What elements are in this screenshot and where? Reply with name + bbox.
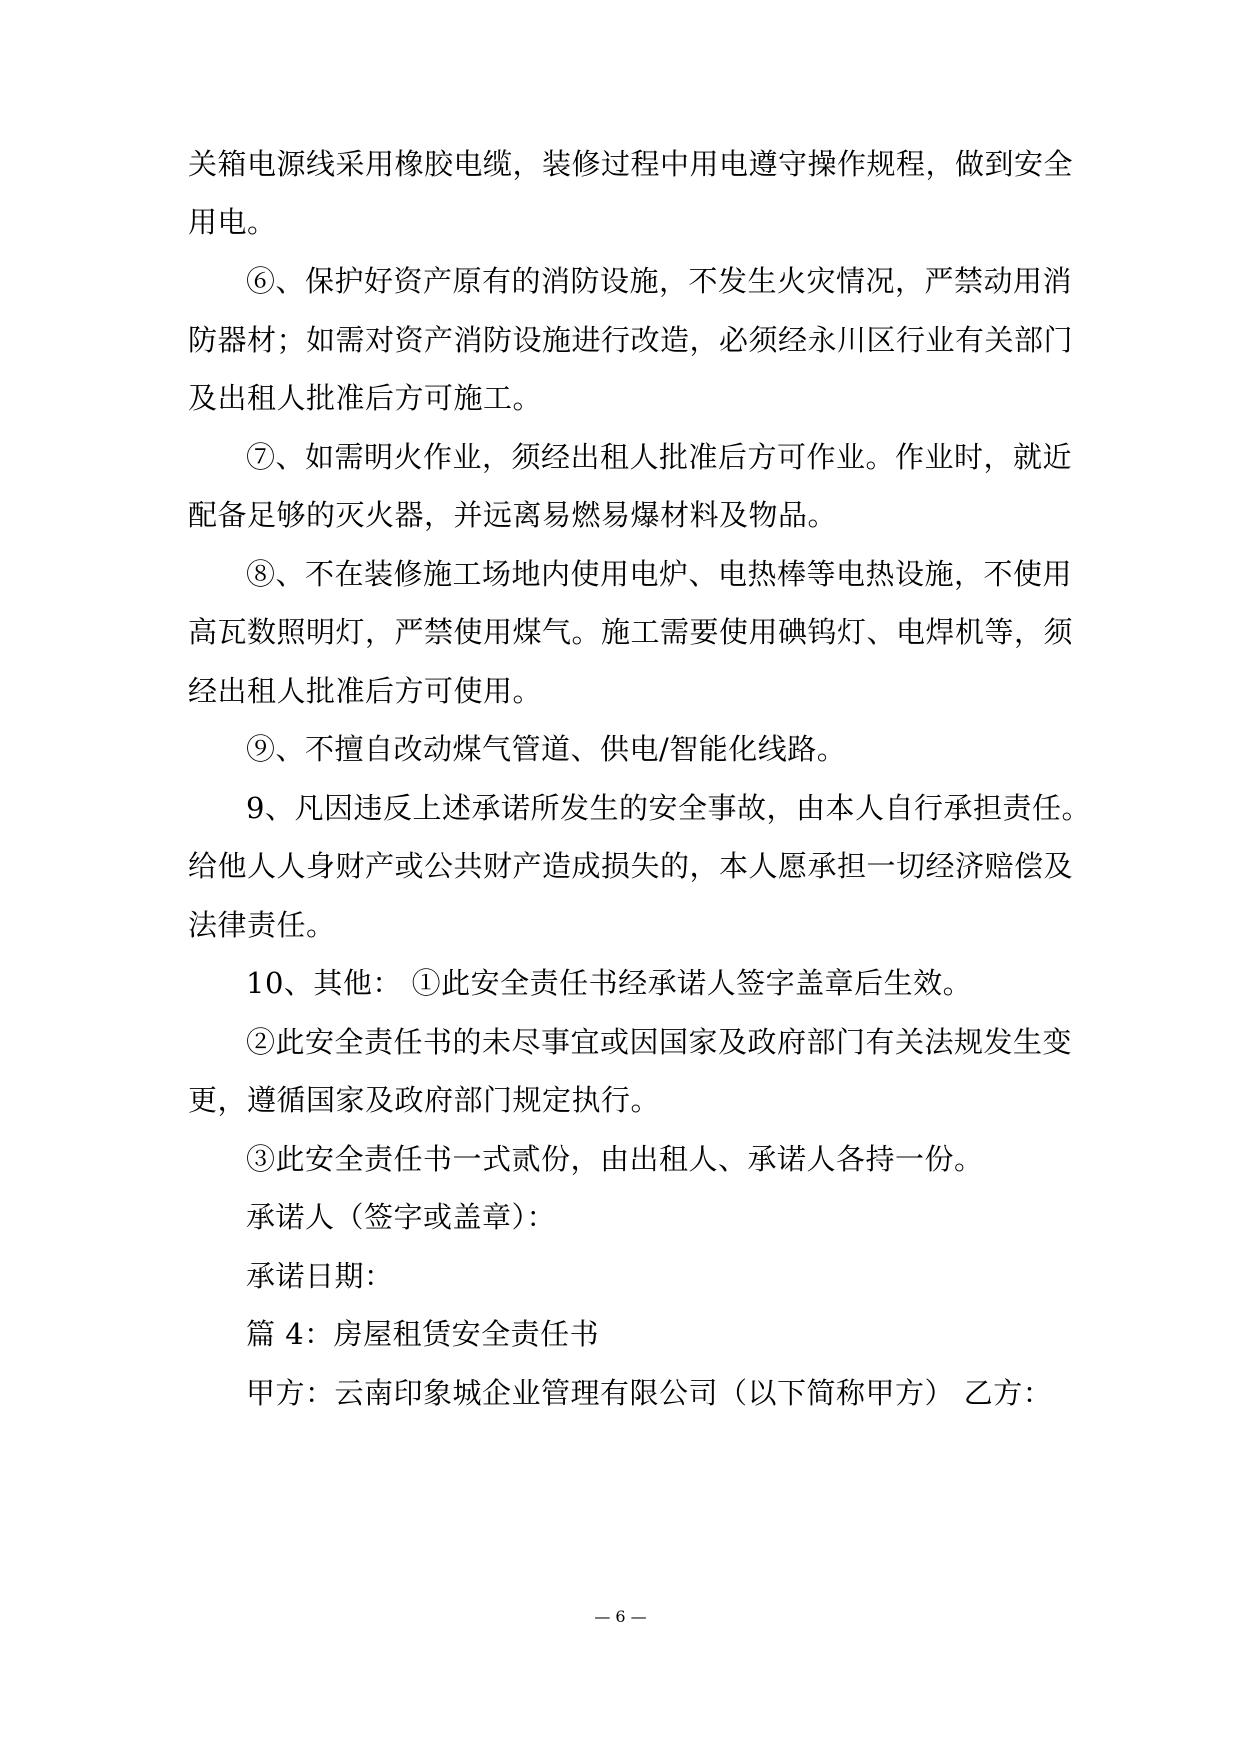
body-line: 经出租人批准后方可使用。 bbox=[188, 674, 543, 708]
page-number: — 6 — bbox=[594, 1607, 647, 1626]
body-line: 用电。 bbox=[188, 205, 277, 239]
body-line: ③此安全责任书一式贰份，由出租人、承诺人各持一份。 bbox=[246, 1142, 984, 1176]
body-line: 关箱电源线采用橡胶电缆，装修过程中用电遵守操作规程，做到安全 bbox=[188, 147, 1074, 181]
body-line: ⑨、不擅自改动煤气管道、供电/智能化线路。 bbox=[246, 732, 847, 766]
body-line: 配备足够的灭火器，并远离易燃易爆材料及物品。 bbox=[188, 498, 838, 532]
body-line: 甲方：云南印象城企业管理有限公司（以下简称甲方） 乙方： bbox=[246, 1376, 1053, 1410]
body-line: 10、其他： ①此安全责任书经承诺人签字盖章后生效。 bbox=[246, 966, 973, 1000]
body-line: ⑦、如需明火作业，须经出租人批准后方可作业。作业时，就近 bbox=[246, 440, 1073, 474]
body-line: 更，遵循国家及政府部门规定执行。 bbox=[188, 1083, 661, 1117]
body-line: 及出租人批准后方可施工。 bbox=[188, 381, 543, 415]
body-line: 承诺日期： bbox=[246, 1259, 394, 1293]
body-line: ⑧、不在装修施工场地内使用电炉、电热棒等电热设施，不使用 bbox=[246, 557, 1073, 591]
section-heading: 篇 4：房屋租赁安全责任书 bbox=[246, 1317, 600, 1351]
body-line: ②此安全责任书的未尽事宜或因国家及政府部门有关法规发生变 bbox=[246, 1025, 1073, 1059]
body-line: 承诺人（签字或盖章）： bbox=[246, 1200, 557, 1234]
body-line: 9、凡因违反上述承诺所发生的安全事故，由本人自行承担责任。 bbox=[246, 791, 1091, 825]
body-line: 防器材；如需对资产消防设施进行改造，必须经永川区行业有关部门 bbox=[188, 323, 1074, 357]
body-line: ⑥、保护好资产原有的消防设施，不发生火灾情况，严禁动用消 bbox=[246, 264, 1073, 298]
body-line: 给他人人身财产或公共财产造成损失的，本人愿承担一切经济赔偿及 bbox=[188, 849, 1074, 883]
body-line: 法律责任。 bbox=[188, 908, 336, 942]
body-line: 高瓦数照明灯，严禁使用煤气。施工需要使用碘钨灯、电焊机等，须 bbox=[188, 615, 1074, 649]
